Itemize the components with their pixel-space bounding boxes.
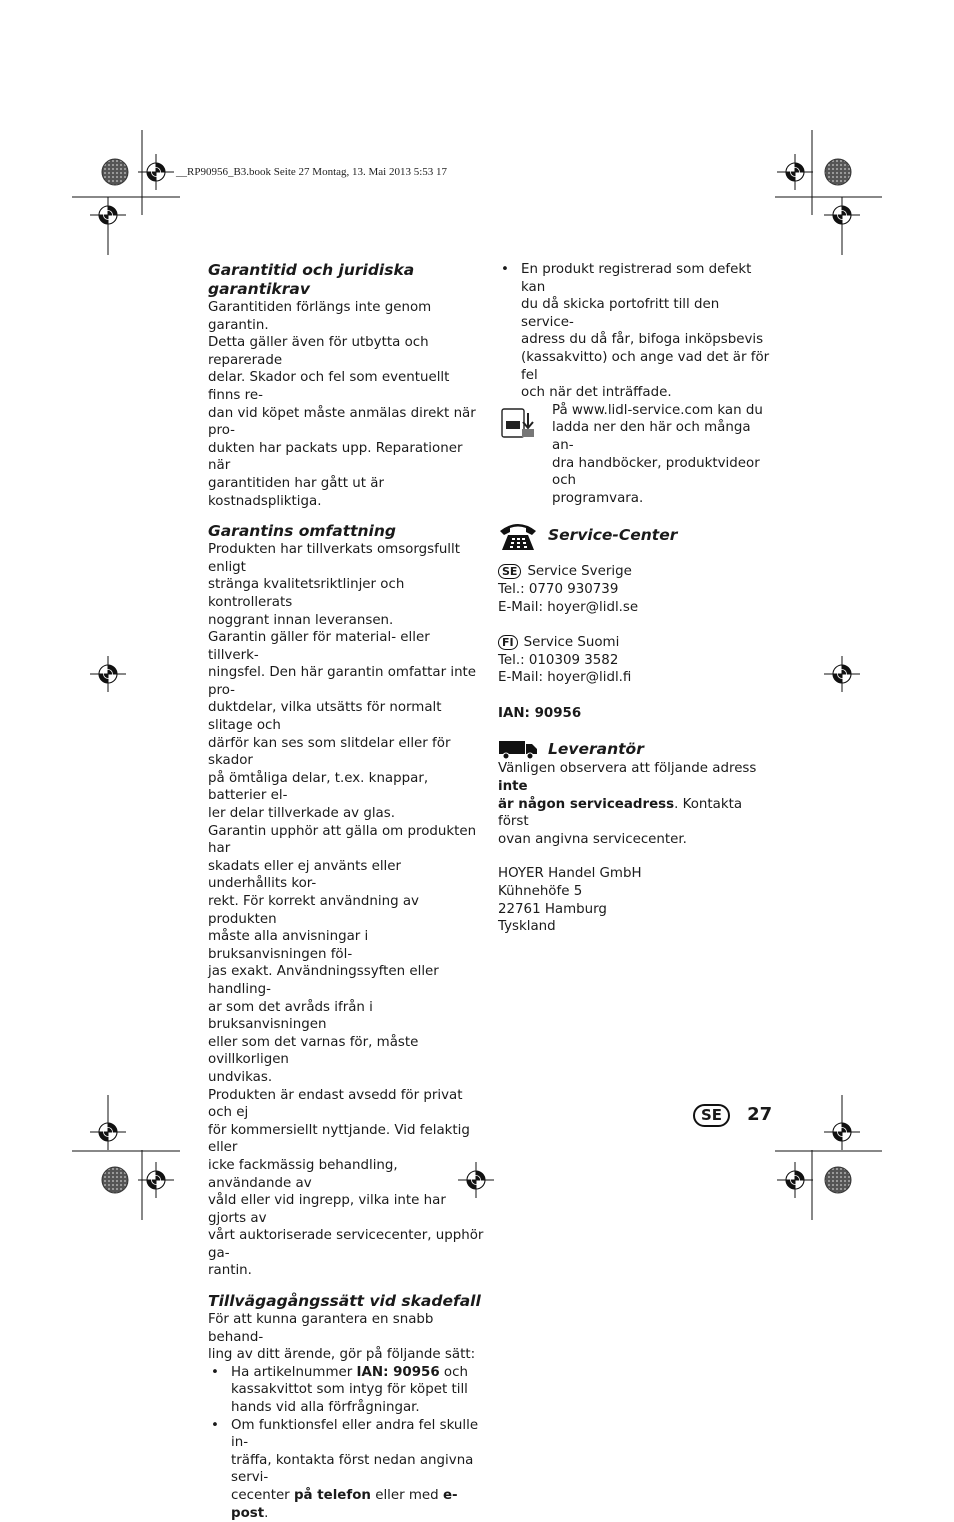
service-sweden-phone: Tel.: 0770 930739 (498, 581, 619, 597)
ian-number: IAN: 90956 (498, 705, 582, 721)
supplier-heading (498, 738, 770, 760)
page-number: 27 (747, 1104, 773, 1125)
service-finland-name: Service Suomi (523, 635, 620, 651)
list-item: • Om funktionsfel eller andra fel skulle in- träffa, kontakta först nedan angivna servi- cecenter på telefon eller med e-post. (211, 1417, 479, 1521)
list-item: • En produkt registrerad som defekt kan du då skicka portofritt till den service- adress du då får, bifoga inköpsbevis (kassakvitto) och ange vad det är för fel och när det inträffade. (501, 262, 770, 401)
supplier-title: Leverantör (548, 739, 644, 758)
download-note (498, 402, 770, 508)
service-finland (498, 634, 770, 687)
supplier-note: Vänligen observera att följande adress inte är någon serviceadress. Kontakta först ovan angivna servicecenter. (498, 761, 757, 847)
right-column (498, 261, 770, 936)
service-center-title: Service-Center (548, 525, 678, 544)
download-icon (498, 405, 538, 441)
list-item: • Ha artikelnummer IAN: 90956 och kassakvittot som intyg för köpet till hands vid alla förfrågningar. (211, 1364, 468, 1416)
country-badge-se: SE (498, 564, 521, 579)
warranty-scope-text: Produkten har tillverkats omsorgsfullt enligt stränga kvalitetsriktlinjer och kontrollerats noggrant innan leveransen. Garantin gäller för material- eller tillverk- ningsfel. Den här garantin omfattar inte pro- duktdelar, vilka utsätts för normalt slitage och därför kan ses som slitdelar eller för skador på ömtåliga delar, t.ex. knappar, batterier el- ler delar tillverkade av glas. Garantin upphör att gälla om produkten har skadats eller ej använts eller underhållits kor- rekt. För korrekt användning av produkten måste alla anvisningar i bruksanvisningen föl- jas exakt. Användningssyften eller handling- ar som det avråds ifrån i bruksanvisningen eller som det varnas för, måste ovillkorligen undvikas. Produkten är endast avsedd för privat och ej för kommersiellt nyttjande. Vid felaktig eller icke fackmässig behandling, användande av våld eller vid ingrepp, vilka inte har gjorts av vårt auktoriserade servicecenter, upphör ga- rantin. (208, 542, 484, 1279)
page-footer (693, 1104, 772, 1127)
service-sweden (498, 563, 770, 616)
supplier-address: HOYER Handel GmbH Kühnehöfe 5 22761 Hamburg Tyskland (498, 866, 642, 935)
country-badge-fi: FI (498, 635, 518, 650)
left-column (208, 261, 484, 1522)
print-header: __RP90956_B3.book Seite 27 Montag, 13. Mai 2013 5:53 17 (176, 166, 448, 178)
download-text: På www.lidl-service.com kan du ladda ner den här och många an- dra handböcker, produktvideor och programvara. (552, 402, 763, 506)
service-sweden-name: Service Sverige (527, 564, 632, 580)
language-badge: SE (693, 1104, 730, 1127)
truck-icon (498, 738, 538, 760)
warranty-period-text: Garantitiden förlängs inte genom garantin. Detta gäller även för utbytta och reparerade delar. Skador och fel som eventuellt finns re- dan vid köpet måste anmälas direkt när pro- dukten har packats upp. Reparationer när garantitiden har gått ut är kostnadspliktiga. (208, 300, 476, 509)
telephone-icon (498, 519, 538, 551)
section-title-claim-procedure: Tillvägagångssätt vid skadefall (208, 1292, 481, 1311)
service-center-heading (498, 519, 770, 551)
section-title-warranty-scope: Garantins omfattning (208, 522, 396, 541)
claim-procedure-text: För att kunna garantera en snabb behand- ling av ditt ärende, gör på följande sätt: (208, 1312, 476, 1363)
service-sweden-email: E-Mail: hoyer@lidl.se (498, 599, 639, 615)
section-title-warranty-period: Garantitid och juridiska garantikrav (208, 261, 415, 298)
service-finland-phone: Tel.: 010309 3582 (498, 652, 619, 668)
service-finland-email: E-Mail: hoyer@lidl.fi (498, 670, 632, 686)
